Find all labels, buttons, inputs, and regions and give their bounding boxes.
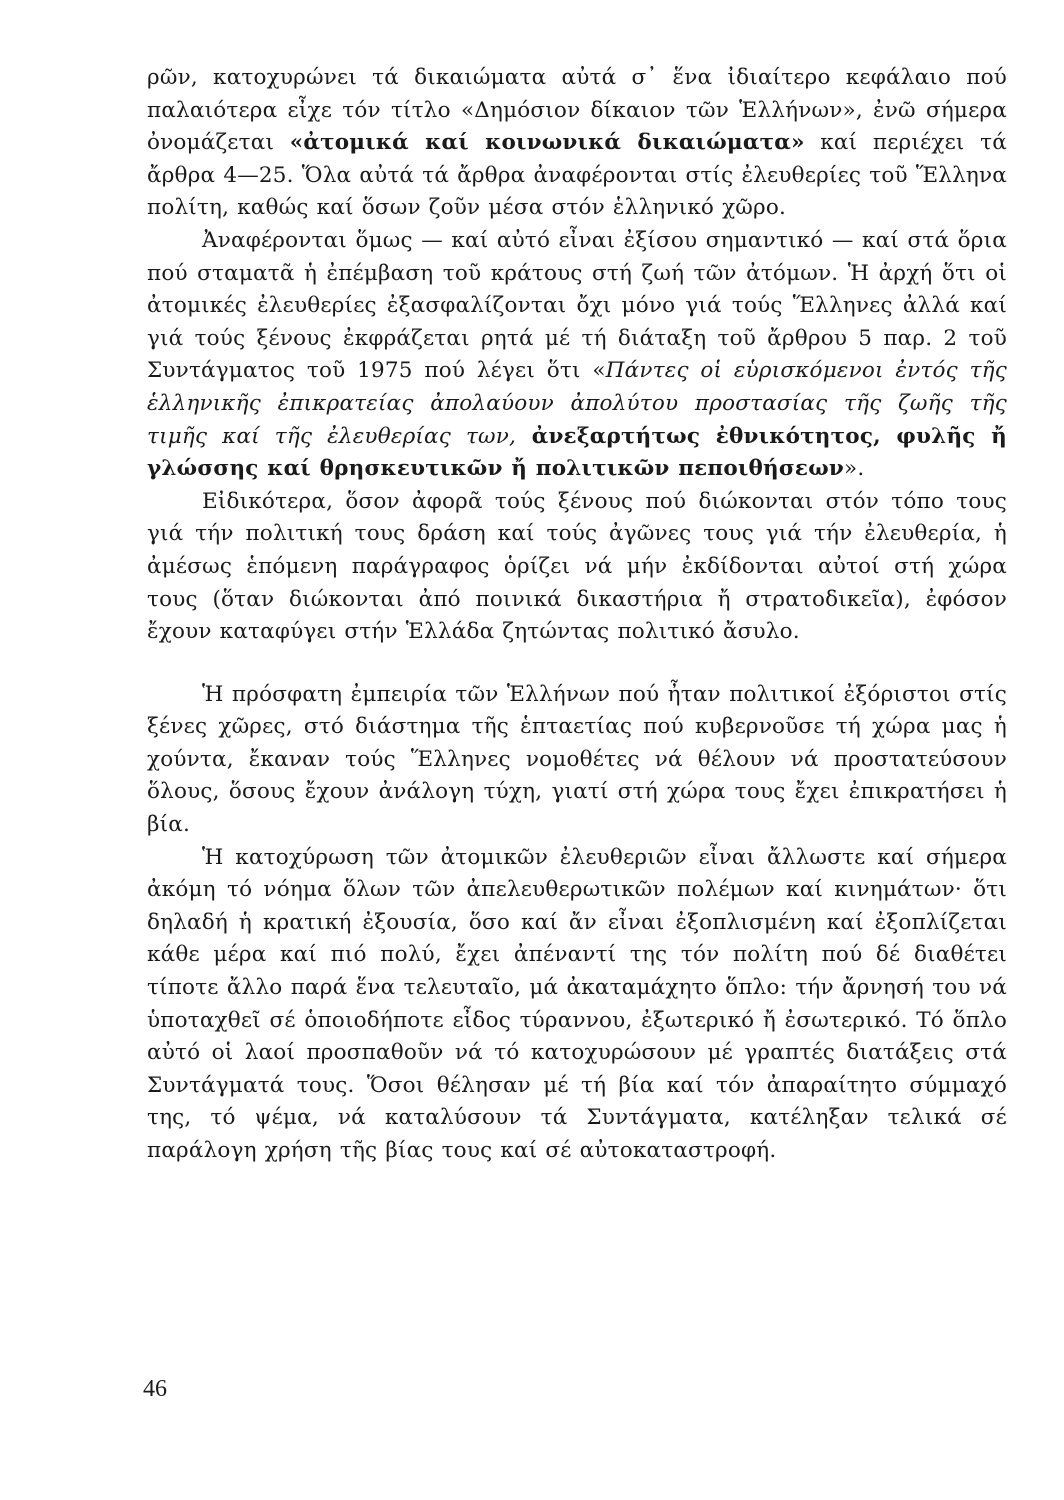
paragraph-2-bold-quote: ἀνεξαρτήτως ἐθνικότητος, φυλῆς ἤ γλώσσης καί θρησκευτικῶν ἤ πολιτικῶν πεποιθήσεων xyxy=(147,423,1007,482)
page-body xyxy=(147,62,1007,1168)
page-number: 46 xyxy=(143,1376,167,1402)
paragraph-1-bold-term: «ἀτομικά καί κοινωνικά δικαιώματα» xyxy=(289,130,805,156)
paragraph-2-text-c: ». xyxy=(843,456,865,482)
paragraph-5: Ἡ κατοχύρωση τῶν ἀτομικῶν ἐλευθεριῶν εἶναι ἄλλωστε καί σήμερα ἀκόμη τό νόημα ὅλων τῶν ἀπελευθερωτικῶν πολέμων καί κινημάτων· ὅτι δηλαδή ἡ κρατική ἐξουσία, ὅσο καί ἄν εἶναι ἐξοπλισμένη καί ἐξοπλίζεται κάθε μέρα καί πιό πολύ, ἔχει ἀπέναντί της τόν πολίτη πού δέ διαθέτει τίποτε ἄλλο παρά ἕνα τελευταῖο, μά ἀκαταμάχητο ὅπλο: τήν ἄρνησή του νά ὑποταχθεῖ σέ ὁποιοδήποτε εἶδος τύραννου, ἐξωτερικό ἤ ἐσωτερικό. Τό ὅπλο αὐτό οἱ λαοί προσπαθοῦν νά τό κατοχυρώσουν μέ γραπτές διατάξεις στά Συντάγματά τους. Ὅσοι θέλησαν μέ τή βία καί τόν ἀπαραίτητο σύμμαχό της, τό ψέμα, νά καταλύσουν τά Συντάγματα, κατέληξαν τελικά σέ παράλογη χρήση τῆς βίας τους καί σέ αὐτοκαταστροφή. xyxy=(147,844,1007,1163)
paragraph-1-text-a: ρῶν, κατοχυρώνει τά δικαιώματα αὐτά σ᾽ ἕνα ἰδιαίτερο κεφάλαιο πού παλαιότερα εἶχε τόν τίτλο «Δημόσιον δίκαιον τῶν Ἑλλήνων», ἐνῶ σήμερα ὀνομάζεται xyxy=(147,65,1007,156)
paragraph-1-text-c: καί περιέχει τά ἄρθρα 4—25. Ὅλα αὐτά τά ἄρθρα ἀναφέρονται στίς ἐλευθερίες τοῦ Ἕλληνα πολίτη, καθώς καί ὅσων ζοῦν μέσα στόν ἑλληνικό χῶρο. xyxy=(147,130,1007,221)
paragraph-1 xyxy=(147,62,1007,225)
paragraph-3: Εἰδικότερα, ὅσον ἀφορᾶ τούς ξένους πού διώκονται στόν τόπο τους γιά τήν πολιτική τους δράση καί τούς ἀγῶνες τους γιά τήν ἐλευθερία, ἡ ἀμέσως ἑπόμενη παράγραφος ὁρίζει νά μήν ἐκδίδονται αὐτοί στή χώρα τους (ὅταν διώκονται ἀπό ποινικά δικαστήρια ἤ στρατοδικεῖα), ἐφόσον ἔχουν καταφύγει στήν Ἑλλάδα ζητώντας πολιτικό ἄσυλο. xyxy=(147,488,1007,645)
paragraph-2 xyxy=(147,225,1007,486)
paragraph-2-italic-quote: Πάντες οἱ εὑρισκόμενοι ἐντός τῆς ἑλληνικῆς ἐπικρατείας ἀπολαύουν ἀπολύτου προστασίας τῆς ζωῆς τῆς τιμῆς καί τῆς ἐλευθερίας των, xyxy=(147,358,1007,449)
paragraph-4: Ἡ πρόσφατη ἐμπειρία τῶν Ἑλλήνων πού ἦταν πολιτικοί ἐξόριστοι στίς ξένες χῶρες, στό διάστημα τῆς ἑπταετίας πού κυβερνοῦσε τή χώρα μας ἡ χούντα, ἔκαναν τούς Ἕλληνες νομοθέτες νά θέλουν νά προστατεύσουν ὅλους, ὅσους ἔχουν ἀνάλογη τύχη, γιατί στή χώρα τους ἔχει ἐπικρατήσει ἡ βία. xyxy=(147,681,1007,838)
paragraph-2-text-a: Ἀναφέρονται ὅμως — καί αὐτό εἶναι ἐξίσου σημαντικό — καί στά ὅρια πού σταματᾶ ἡ ἐπέμβαση τοῦ κράτους στή ζωή τῶν ἀτόμων. Ἡ ἀρχή ὅτι οἱ ἀτομικές ἐλευθερίες ἐξασφαλίζονται ὄχι μόνο γιά τούς Ἕλληνες ἀλλά καί γιά τούς ξένους ἐκφράζεται ρητά μέ τή διάταξη τοῦ ἄρθρου 5 παρ. 2 τοῦ Συντάγματος τοῦ 1975 πού λέγει ὅτι « xyxy=(147,227,1007,384)
